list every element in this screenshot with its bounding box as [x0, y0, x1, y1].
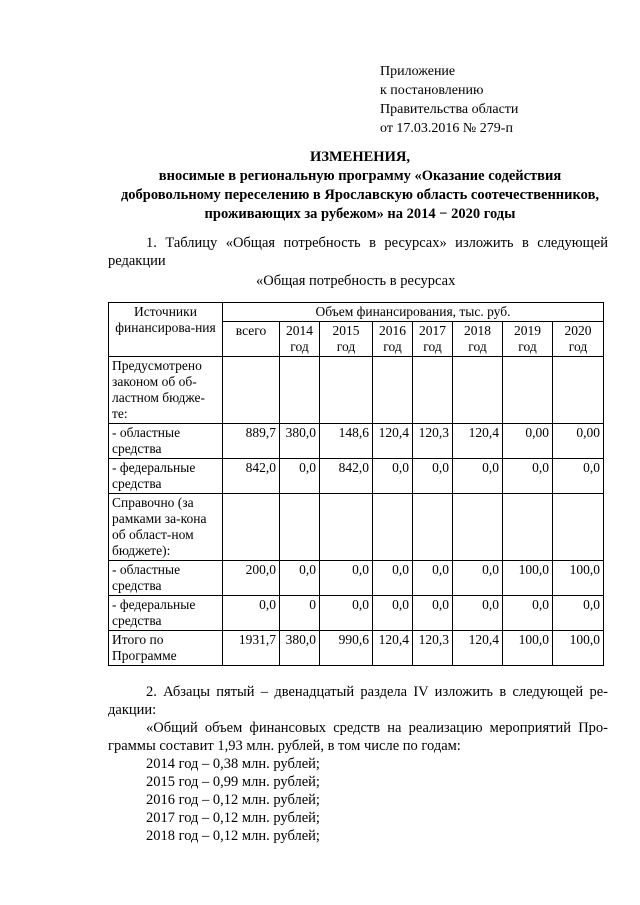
year-amount-line: 2016 год – 0,12 млн. рублей;	[146, 792, 320, 808]
header-year: 2014 год	[280, 322, 320, 357]
value-cell: 0,0	[503, 596, 553, 631]
value-cell: 148,6	[320, 424, 373, 459]
title-line-1: ИЗМЕНЕНИЯ,	[310, 149, 410, 165]
value-cell	[320, 494, 373, 561]
row-label: - областные средства	[109, 561, 223, 596]
value-cell: 0	[280, 596, 320, 631]
value-cell: 990,6	[320, 631, 373, 666]
table-caption: «Общая потребность в ресурсах	[256, 273, 456, 289]
annex-line-1: Приложение	[380, 64, 456, 79]
value-cell: 0,0	[413, 561, 453, 596]
year-amount-line: 2017 год – 0,12 млн. рублей;	[146, 810, 320, 826]
value-cell: 0,0	[373, 459, 413, 494]
value-cell: 842,0	[223, 459, 280, 494]
value-cell	[413, 494, 453, 561]
table-row	[109, 561, 604, 596]
table-row	[109, 494, 604, 561]
value-cell: 0,0	[553, 596, 604, 631]
annex-line-4: от 17.03.2016 № 279-п	[380, 121, 513, 136]
year-amount-line: 2015 год – 0,99 млн. рублей;	[146, 774, 320, 790]
value-cell: 889,7	[223, 424, 280, 459]
header-total: всего	[223, 322, 280, 357]
value-cell	[373, 494, 413, 561]
value-cell: 0,0	[553, 459, 604, 494]
row-label: Предусмотрено законом об об-ластном бюдже-те:	[109, 357, 223, 424]
title-line-4: проживающих за рубежом» на 2014 − 2020 годы	[204, 206, 516, 222]
value-cell	[413, 357, 453, 424]
value-cell: 0,0	[223, 596, 280, 631]
table-row	[109, 459, 604, 494]
row-label: Справочно (за рамками за-кона об област-ном бюджете):	[109, 494, 223, 561]
value-cell: 0,0	[453, 459, 503, 494]
paragraph-1: 1. Таблицу «Общая потребность в ресурсах» изложить в следующей редакции	[108, 235, 608, 269]
table-row	[109, 424, 604, 459]
value-cell: 0,0	[373, 561, 413, 596]
header-year: 2020 год	[553, 322, 604, 357]
value-cell: 0,0	[320, 561, 373, 596]
row-label: - федеральные средства	[109, 596, 223, 631]
value-cell: 120,3	[413, 424, 453, 459]
value-cell: 120,4	[373, 424, 413, 459]
year-amount-line: 2014 год – 0,38 млн. рублей;	[146, 756, 320, 772]
table-row	[109, 631, 604, 666]
value-cell: 120,3	[413, 631, 453, 666]
value-cell	[503, 494, 553, 561]
value-cell: 0,0	[413, 596, 453, 631]
value-cell	[553, 494, 604, 561]
header-year: 2017 год	[413, 322, 453, 357]
value-cell: 1931,7	[223, 631, 280, 666]
value-cell: 0,0	[453, 561, 503, 596]
value-cell: 0,0	[413, 459, 453, 494]
value-cell	[453, 357, 503, 424]
value-cell	[373, 357, 413, 424]
value-cell	[453, 494, 503, 561]
header-year: 2018 год	[453, 322, 503, 357]
value-cell: 0,0	[503, 459, 553, 494]
value-cell	[223, 494, 280, 561]
paragraph-3: «Общий объем финансовых средств на реализацию мероприятий Про-граммы составит 1,93 млн. рублей, в том числе по годам:	[108, 720, 608, 754]
value-cell: 100,0	[503, 561, 553, 596]
annex-block	[380, 62, 518, 138]
value-cell: 100,0	[553, 631, 604, 666]
value-cell: 100,0	[503, 631, 553, 666]
paragraph-2: 2. Абзацы пятый – двенадцатый раздела IV изложить в следующей ре-дакции:	[108, 684, 608, 718]
value-cell	[320, 357, 373, 424]
table-row	[109, 357, 604, 424]
header-year: 2016 год	[373, 322, 413, 357]
value-cell: 0,0	[280, 459, 320, 494]
value-cell: 0,0	[453, 596, 503, 631]
value-cell: 120,4	[453, 631, 503, 666]
value-cell	[280, 494, 320, 561]
header-source: Источники финансирова-ния	[109, 303, 223, 357]
value-cell: 0,00	[503, 424, 553, 459]
table-row	[109, 596, 604, 631]
title-line-3: добровольному переселению в Ярославскую область соотечественников,	[120, 187, 600, 203]
year-amount-list	[146, 755, 320, 845]
value-cell: 200,0	[223, 561, 280, 596]
row-label: Итого по Программе	[109, 631, 223, 666]
resource-table	[108, 302, 604, 666]
value-cell: 100,0	[553, 561, 604, 596]
value-cell: 120,4	[453, 424, 503, 459]
value-cell: 0,0	[320, 596, 373, 631]
value-cell	[223, 357, 280, 424]
annex-line-3: Правительства области	[380, 102, 519, 117]
row-label: - областные средства	[109, 424, 223, 459]
document-title	[60, 148, 640, 224]
value-cell	[503, 357, 553, 424]
value-cell: 120,4	[373, 631, 413, 666]
value-cell	[553, 357, 604, 424]
header-year: 2015 год	[320, 322, 373, 357]
header-volume: Объем финансирования, тыс. руб.	[223, 303, 604, 322]
header-year: 2019 год	[503, 322, 553, 357]
value-cell	[280, 357, 320, 424]
value-cell: 0,0	[373, 596, 413, 631]
value-cell: 0,00	[553, 424, 604, 459]
value-cell: 380,0	[280, 424, 320, 459]
value-cell: 842,0	[320, 459, 373, 494]
value-cell: 380,0	[280, 631, 320, 666]
year-amount-line: 2018 год – 0,12 млн. рублей;	[146, 828, 320, 844]
annex-line-2: к постановлению	[380, 83, 484, 98]
title-line-2: вносимые в региональную программу «Оказание содействия	[158, 168, 562, 184]
row-label: - федеральные средства	[109, 459, 223, 494]
value-cell: 0,0	[280, 561, 320, 596]
